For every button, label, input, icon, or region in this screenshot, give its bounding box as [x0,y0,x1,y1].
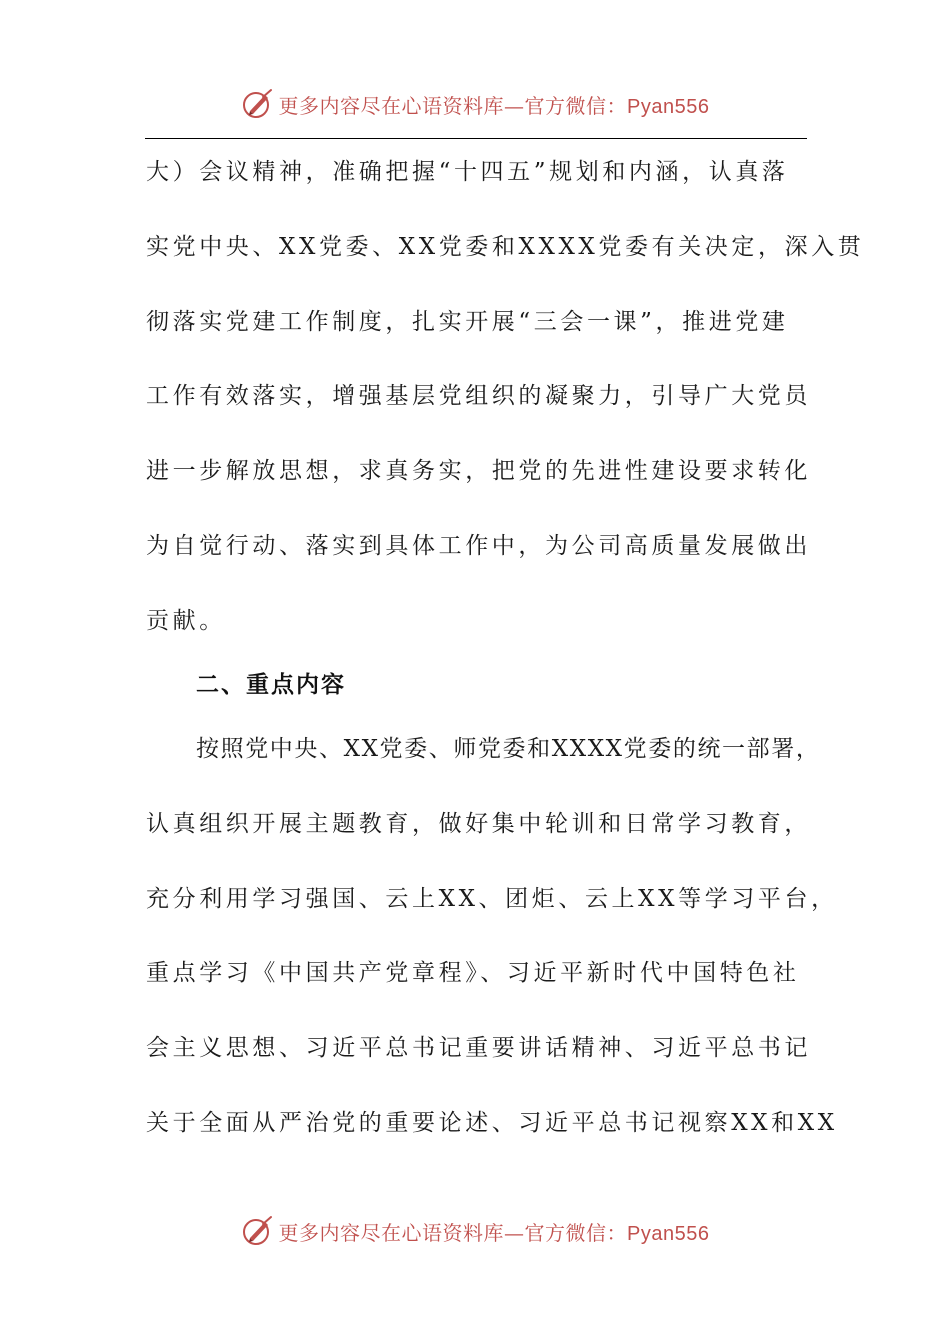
paragraph2-line-5: 会主义思想、习近平总书记重要讲话精神、习近平总书记 [146,1035,811,1061]
paragraph1-line-6: 为自觉行动、落实到具体工作中，为公司高质量发展做出 [146,533,811,559]
pen-logo-icon [241,1214,275,1248]
paragraph1-line-3: 彻落实党建工作制度，扎实开展“三会一课”，推进党建 [146,309,789,335]
paragraph2-line-1: 按照党中央、XX党委、师党委和XXXX党委的统一部署， [196,736,821,762]
paragraph1-line-1: 大）会议精神，准确把握“十四五”规划和内涵，认真落 [146,159,789,185]
paragraph1-line-4: 工作有效落实，增强基层党组织的凝聚力，引导广大党员 [146,383,811,409]
banner-text [279,90,710,119]
banner-text [279,1217,710,1246]
banner-wechat-id: Pyan556 [627,95,710,118]
paragraph1-line-7: 贡献。 [146,608,226,634]
banner-label: 更多内容尽在心语资料库—官方微信： [278,93,628,118]
paragraph1-line-2: 实党中央、XX党委、XX党委和XXXX党委有关决定，深入贯 [146,234,865,260]
header-rule [145,138,807,139]
paragraph2-line-3: 充分利用学习强国、云上XX、团炬、云上XX等学习平台， [146,886,838,912]
pen-logo-icon [241,87,275,121]
paragraph2-line-6: 关于全面从严治党的重要论述、习近平总书记视察XX和XX [146,1110,838,1136]
header-banner [0,84,950,124]
paragraph2-line-4: 重点学习《中国共产党章程》、习近平新时代中国特色社 [146,960,800,986]
section-heading: 二、重点内容 [196,672,346,698]
paragraph1-line-5: 进一步解放思想，求真务实，把党的先进性建设要求转化 [146,458,811,484]
banner-wechat-id: Pyan556 [627,1222,710,1245]
paragraph2-line-2: 认真组织开展主题教育，做好集中轮训和日常学习教育， [146,811,811,837]
banner-label: 更多内容尽在心语资料库—官方微信： [278,1220,628,1245]
footer-banner [0,1211,950,1251]
